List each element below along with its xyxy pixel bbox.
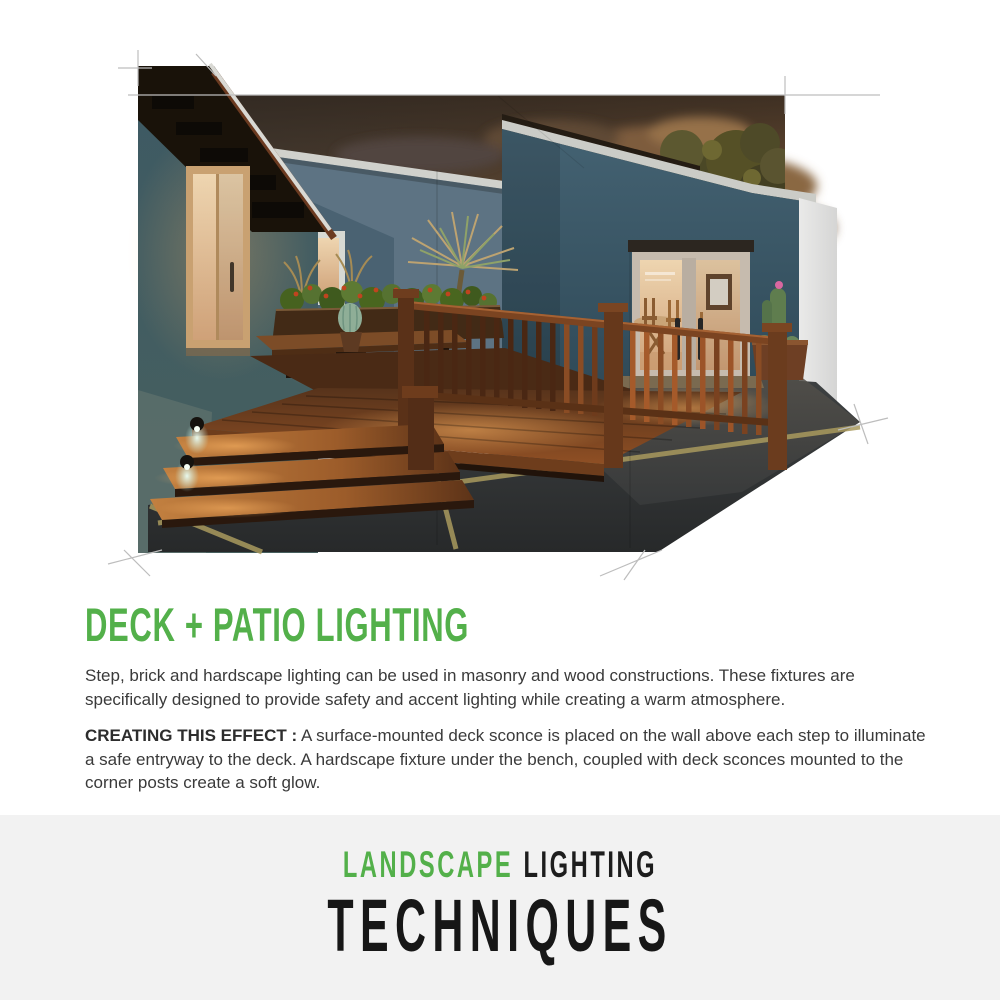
footer-title: TECHNIQUES (327, 884, 673, 967)
brand-line (180, 846, 820, 883)
intro-paragraph: Step, brick and hardscape lighting can be used in masonry and wood constructions. These fixtures are specifically designed to provide safety and accent lighting while creating a warm atmosphere. (85, 666, 855, 709)
brand-word-lighting: LIGHTING (523, 844, 658, 885)
description-section (85, 598, 929, 808)
railing-post (604, 310, 623, 468)
effect-paragraph (85, 724, 929, 795)
lit-entry-door (186, 166, 250, 356)
brand-word-landscape: LANDSCAPE (342, 844, 514, 885)
section-heading: DECK + PATIO LIGHTING (85, 598, 470, 651)
footer-band (0, 815, 1000, 1000)
effect-paragraph-lead: CREATING THIS EFFECT : (85, 726, 298, 745)
newel-post (408, 398, 434, 470)
railing-post (768, 330, 787, 470)
picture-frame (706, 274, 732, 310)
effect-paragraph-body: A surface-mounted deck sconce is placed on the wall above each step to illuminate a safe entryway to the deck. A hardscape fixture under the bench, coupled with deck sconces mounted to the corner posts create a soft glow. (85, 726, 926, 792)
newel-post-cap (402, 386, 438, 398)
